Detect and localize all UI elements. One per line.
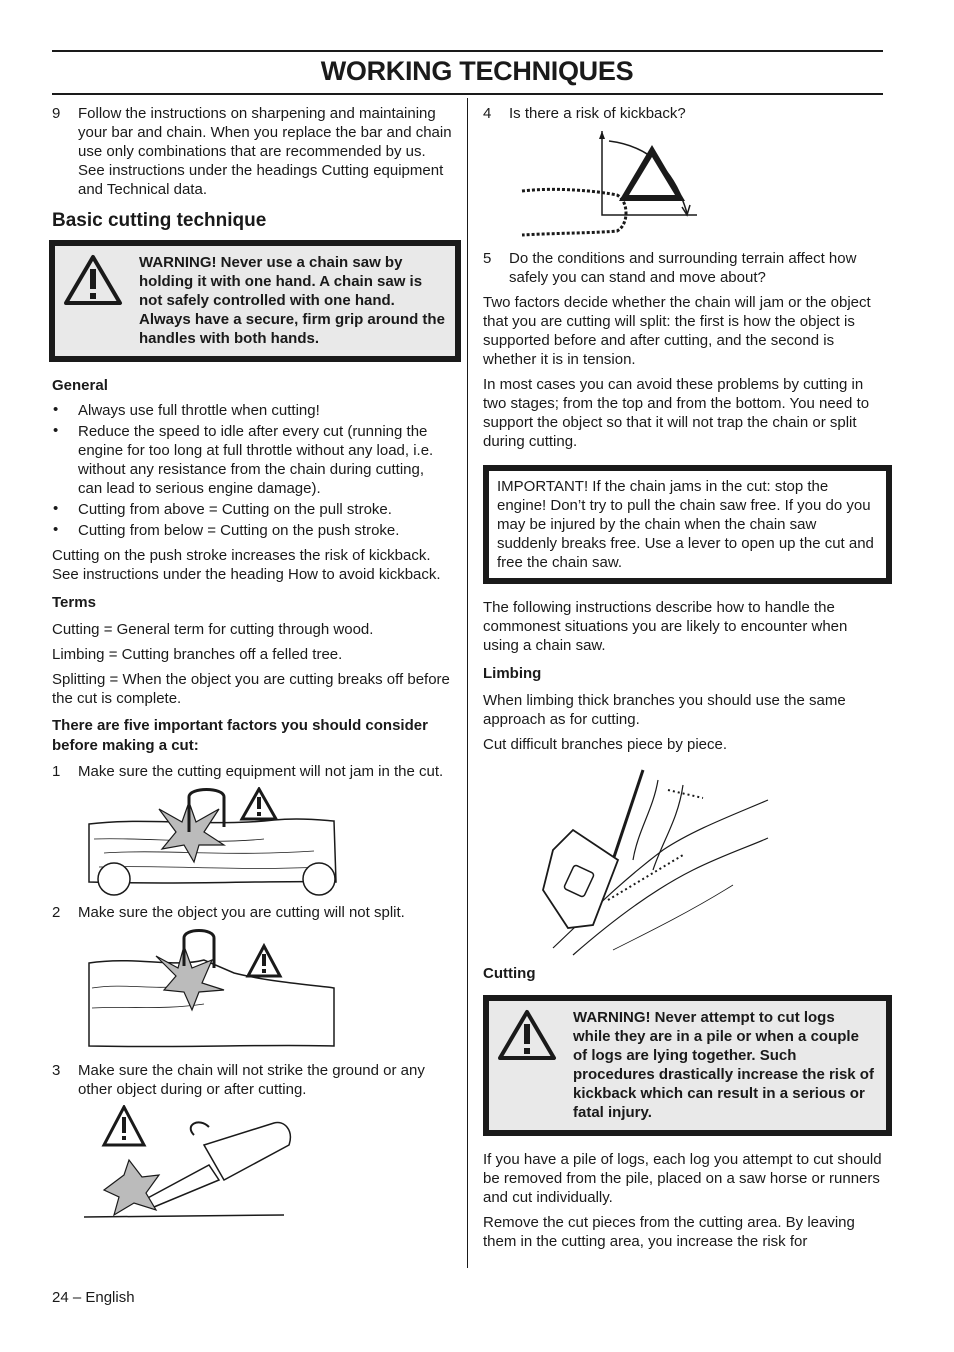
warning-triangle-icon xyxy=(497,1009,557,1061)
bullet-icon: • xyxy=(53,521,59,538)
general-heading: General xyxy=(52,377,108,394)
warning-box xyxy=(483,995,892,1136)
list-item-5 xyxy=(483,249,883,287)
warning-triangle-icon xyxy=(63,254,123,306)
bullet-icon: • xyxy=(53,401,59,418)
term-splitting: Splitting = When the object you are cutting breaks off before the cut is complete. xyxy=(52,671,450,707)
push-stroke-paragraph: Cutting on the push stroke increases the risk of kickback. See instructions under the heading How to avoid kickback. xyxy=(52,547,441,583)
illustration-saw-jam-icon xyxy=(84,787,384,897)
list-number: 9 xyxy=(52,105,61,122)
paragraph-pile-of-logs: If you have a pile of logs, each log you attempt to cut should be removed from the pile, placed on a saw horse or runners and cut individually. xyxy=(483,1151,882,1206)
paragraph-jam-factors: Two factors decide whether the chain will jam or the object that you are cutting will split: the first is how the object is supported before and after cutting, and the second is whether it is in tension. xyxy=(483,294,871,368)
limbing-heading: Limbing xyxy=(483,665,542,682)
bullet-item xyxy=(52,500,452,519)
illustration-ground-strike-icon xyxy=(84,1105,384,1223)
list-item-4 xyxy=(483,104,883,123)
illustration-limbing-icon xyxy=(513,760,773,960)
factor-item-1 xyxy=(52,762,452,781)
page-title: WORKING TECHNIQUES xyxy=(320,56,634,86)
bullet-item xyxy=(52,401,452,420)
factor-item-2 xyxy=(52,903,452,922)
list-text: Make sure the chain will not strike the ground or any other object during or after cutting. xyxy=(78,1062,425,1098)
factors-heading: There are five important factors you should consider before making a cut: xyxy=(52,717,428,754)
list-number: 2 xyxy=(52,904,61,921)
warning-text: WARNING! Never use a chain saw by holding it with one hand. A chain saw is not safely controlled with one hand. Always have a secure, firm grip around the handles with both hands. xyxy=(139,254,445,347)
list-text: Make sure the cutting equipment will not jam in the cut. xyxy=(78,763,444,780)
list-text: Is there a risk of kickback? xyxy=(509,105,686,122)
list-number: 1 xyxy=(52,763,61,780)
list-text: Follow the instructions on sharpening and maintaining your bar and chain. When you replace the bar and chain use only combinations that are recommended by us. See instructions under the headings Cutting equipment and Technical data. xyxy=(78,105,452,198)
paragraph-two-stages: In most cases you can avoid these problems by cutting in two stages; from the top and from the bottom. You need to support the object so that it will not trap the chain or split during cutting. xyxy=(483,376,870,450)
bullet-text: Always use full throttle when cutting! xyxy=(78,402,320,419)
list-text: Do the conditions and surrounding terrain affect how safely you can stand and move about? xyxy=(509,250,857,286)
illustration-kickback-icon xyxy=(517,129,717,245)
terms-heading: Terms xyxy=(52,594,96,611)
bullet-text: Cutting from below = Cutting on the push stroke. xyxy=(78,522,400,539)
bullet-icon: • xyxy=(53,500,59,517)
limbing-paragraph-1: When limbing thick branches you should use the same approach as for cutting. xyxy=(483,692,846,728)
important-box xyxy=(483,465,892,584)
term-cutting: Cutting = General term for cutting through wood. xyxy=(52,621,374,638)
term-limbing: Limbing = Cutting branches off a felled tree. xyxy=(52,646,343,663)
warning-text: WARNING! Never attempt to cut logs while they are in a pile or when a couple of logs are lying together. Such procedures drastically increase the risk of kickback which can result in a serious or fatal injury. xyxy=(573,1009,874,1121)
list-number: 5 xyxy=(483,250,492,267)
bullet-item xyxy=(52,521,452,540)
paragraph-remove-pieces: Remove the cut pieces from the cutting area. By leaving them in the cutting area, you increase the risk for xyxy=(483,1214,855,1250)
paragraph-situations: The following instructions describe how to handle the commonest situations you are likely to encounter when using a chain saw. xyxy=(483,599,848,654)
header-rule-top xyxy=(52,50,883,52)
bullet-icon: • xyxy=(53,422,59,439)
bullet-item xyxy=(52,422,452,498)
column-divider xyxy=(467,98,468,1268)
list-item-9 xyxy=(52,104,452,199)
factor-item-3 xyxy=(52,1061,452,1099)
list-number: 4 xyxy=(483,105,492,122)
important-text: IMPORTANT! If the chain jams in the cut: stop the engine! Don’t try to pull the chain saw free. If you do you may be injured by the chain when the chain saw suddenly breaks free. Use a lever to open up the cut and free the chain saw. xyxy=(497,478,874,571)
page-footer: 24 – English xyxy=(52,1289,135,1306)
list-text: Make sure the object you are cutting will not split. xyxy=(78,904,405,921)
limbing-paragraph-2: Cut difficult branches piece by piece. xyxy=(483,736,728,753)
bullet-text: Reduce the speed to idle after every cut (running the engine for too long at full throttle without any load, i.e. without any resistance from the chain during cutting, can lead to serious engine damage). xyxy=(78,423,434,497)
section-heading: Basic cutting technique xyxy=(52,210,267,231)
bullet-text: Cutting from above = Cutting on the pull stroke. xyxy=(78,501,392,518)
right-column xyxy=(483,104,883,1257)
header-rule-bottom xyxy=(52,93,883,95)
illustration-log-split-icon xyxy=(84,928,384,1053)
warning-box xyxy=(49,240,461,362)
list-number: 3 xyxy=(52,1062,61,1079)
cutting-heading: Cutting xyxy=(483,965,536,982)
left-column xyxy=(52,104,452,1223)
